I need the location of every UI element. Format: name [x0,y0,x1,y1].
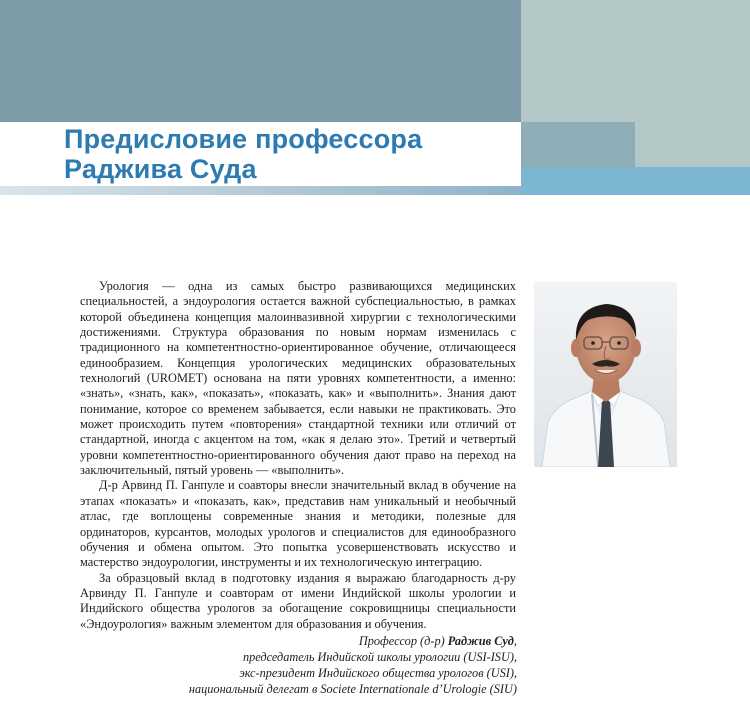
page-title-line-2: Раджива Суда [64,154,257,184]
signature-line-2: председатель Индийской школы урологии (USI-ISU), [242,650,517,664]
header-band-left [0,0,521,122]
foreword-body [80,279,516,632]
author-portrait-photo [534,282,677,467]
page-title-line-1: Предисловие профессора [64,124,423,154]
signature-prefix: Профессор (д-р) [358,634,448,648]
paragraph-1: Урология — одна из самых быстро развивающихся медицинских специальностей, а эндоурология остается важной субспециальностью, в рамках которой объединена концепция малоинвазивной хирургии с технологическими достижениями. Структура образования по новым нормам изменилась с традиционного на компетентностно-ориентированное обучение, отличающееся единообразием. Концепция урологических медицинских образовательных технологий (UROMET) основана на пяти уровнях компетентности, а именно: «знать», «знать, как», «показать», «показать, как» и «выполнить». Знания дают понимание, которое со временем забывается, если навыки не практиковать. Это может происходить путем «повторения» стандартной техники или отличий от стандартной, иногда с акцентом на том, «как я делаю это». Третий и четвертый уровни компетентностно-ориентированного обучения дают право на переход на заключительный, пятый уровень — «выполнить». [80,279,516,478]
header-band-middle [521,122,635,167]
header-accent-line [0,186,521,195]
page-title [64,124,422,184]
signature-name: Раджив Суд [447,634,514,648]
signature-block [150,633,517,697]
signature-line-1 [150,633,517,649]
header-accent-block [521,167,750,195]
signature-suffix: , [513,634,517,648]
paragraph-2: Д-р Арвинд П. Ганпуле и соавторы внесли значительный вклад в обучение на этапах «показать» и «показать, как», представив нам уникальный и необычный атлас, где воплощены современные знания и методики, полезные для ординаторов, курсантов, молодых урологов и специалистов для единообразного обучения и обмена опытом. Это попытка усовершенствовать искусство и мастерство эндоурологии, инструменты и их технологическую интеграцию. [80,478,516,570]
signature-line-4: национальный делегат в Societe Internationale d’Urologie (SIU) [188,682,517,696]
signature-line-3: экс-президент Индийского общества урологов (USI), [239,666,517,680]
paragraph-3: За образцовый вклад в подготовку издания я выражаю благодарность д-ру Арвинду П. Ганпуле и соавторам от имени Индийской школы урологии и Индийского общества урологов за обогащение сокровищницы специальности «Эндоурология» важным элементом для образования и обучения. [80,570,516,631]
